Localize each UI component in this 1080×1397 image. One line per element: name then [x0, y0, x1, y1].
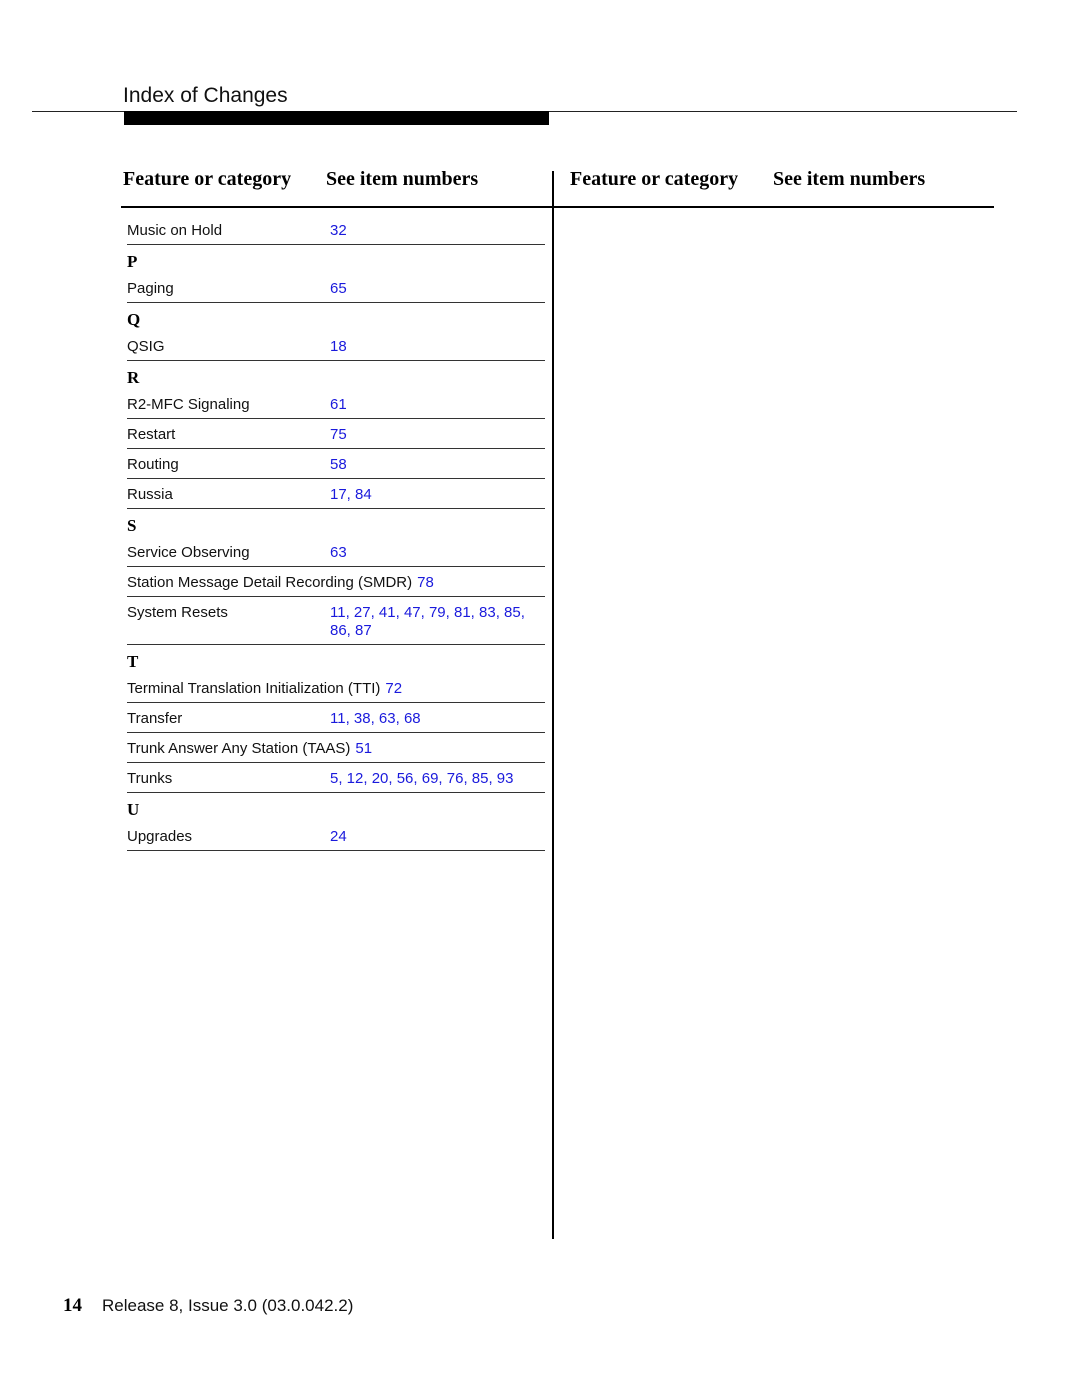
entry-item-link[interactable]: 63 [330, 544, 347, 561]
index-entry-russia [127, 479, 545, 509]
entry-name: Russia [127, 486, 173, 503]
letter-heading-t: T [127, 652, 139, 671]
entry-name: Service Observing [127, 544, 250, 561]
entry-item-link[interactable]: 11, 27, 41, 47, 79, 81, 83, 85, 86, 87 [330, 604, 525, 639]
page-number: 14 [63, 1295, 82, 1316]
column-divider [552, 171, 554, 1239]
entry-item-link[interactable]: 78 [417, 574, 434, 591]
entry-item-link[interactable]: 72 [385, 680, 403, 697]
left-items-header: See item numbers [326, 168, 479, 190]
entry-item-link[interactable]: 5, 12, 20, 56, 69, 76, 85, 93 [330, 770, 514, 787]
page-title: Index of Changes [123, 84, 288, 107]
index-entry-music-on-hold [127, 215, 545, 245]
letter-heading-p: P [127, 252, 138, 271]
entry-item-link[interactable]: 65 [330, 280, 347, 297]
entry-name: Trunk Answer Any Station (TAAS) [127, 740, 351, 757]
entry-item-link[interactable]: 32 [330, 222, 347, 239]
letter-heading-r: R [127, 368, 140, 387]
index-entry-qsig [127, 331, 545, 361]
index-list [127, 215, 545, 851]
index-entry-paging [127, 273, 545, 303]
left-feature-header: Feature or category [123, 168, 292, 190]
entry-name: System Resets [127, 604, 228, 621]
letter-heading-s: S [127, 516, 137, 535]
index-entry-upgrades [127, 821, 545, 851]
entry-name: Station Message Detail Recording (SMDR) [127, 574, 413, 591]
index-entry-tti [127, 673, 545, 703]
entry-name: Transfer [127, 710, 183, 727]
index-entry-routing [127, 449, 545, 479]
entry-name: Music on Hold [127, 222, 223, 239]
left-header-rule [121, 206, 554, 208]
entry-name: Routing [127, 456, 179, 473]
release-info: Release 8, Issue 3.0 (03.0.042.2) [102, 1296, 354, 1315]
index-entry-restart [127, 419, 545, 449]
right-items-header: See item numbers [773, 168, 926, 190]
entry-item-link[interactable]: 51 [355, 740, 373, 757]
entry-name: R2-MFC Signaling [127, 396, 250, 413]
entry-item-link[interactable]: 24 [330, 828, 347, 845]
right-header-rule [554, 206, 994, 208]
index-entry-system-resets [127, 597, 545, 645]
index-entry-smdr [127, 567, 545, 597]
index-entry-r2mfc [127, 389, 545, 419]
index-entry-trunks [127, 763, 545, 793]
entry-name: Upgrades [127, 828, 193, 845]
entry-name: QSIG [127, 338, 165, 355]
entry-item-link[interactable]: 11, 38, 63, 68 [330, 710, 421, 727]
entry-name: Trunks [127, 770, 173, 787]
entry-name: Restart [127, 426, 176, 443]
index-entry-service-observing [127, 537, 545, 567]
index-entry-taas [127, 733, 545, 763]
right-feature-header: Feature or category [570, 168, 739, 190]
index-entry-transfer [127, 703, 545, 733]
letter-heading-q: Q [127, 310, 141, 329]
entry-item-link[interactable]: 58 [330, 456, 347, 473]
entry-item-link[interactable]: 18 [330, 338, 347, 355]
entry-name: Paging [127, 280, 174, 297]
entry-item-link[interactable]: 61 [330, 396, 347, 413]
header-bar [124, 111, 549, 125]
entry-item-link[interactable]: 75 [330, 426, 347, 443]
letter-heading-u: U [127, 800, 140, 819]
entry-name: Terminal Translation Initialization (TTI) [127, 680, 381, 697]
entry-item-link[interactable]: 17, 84 [330, 486, 372, 503]
